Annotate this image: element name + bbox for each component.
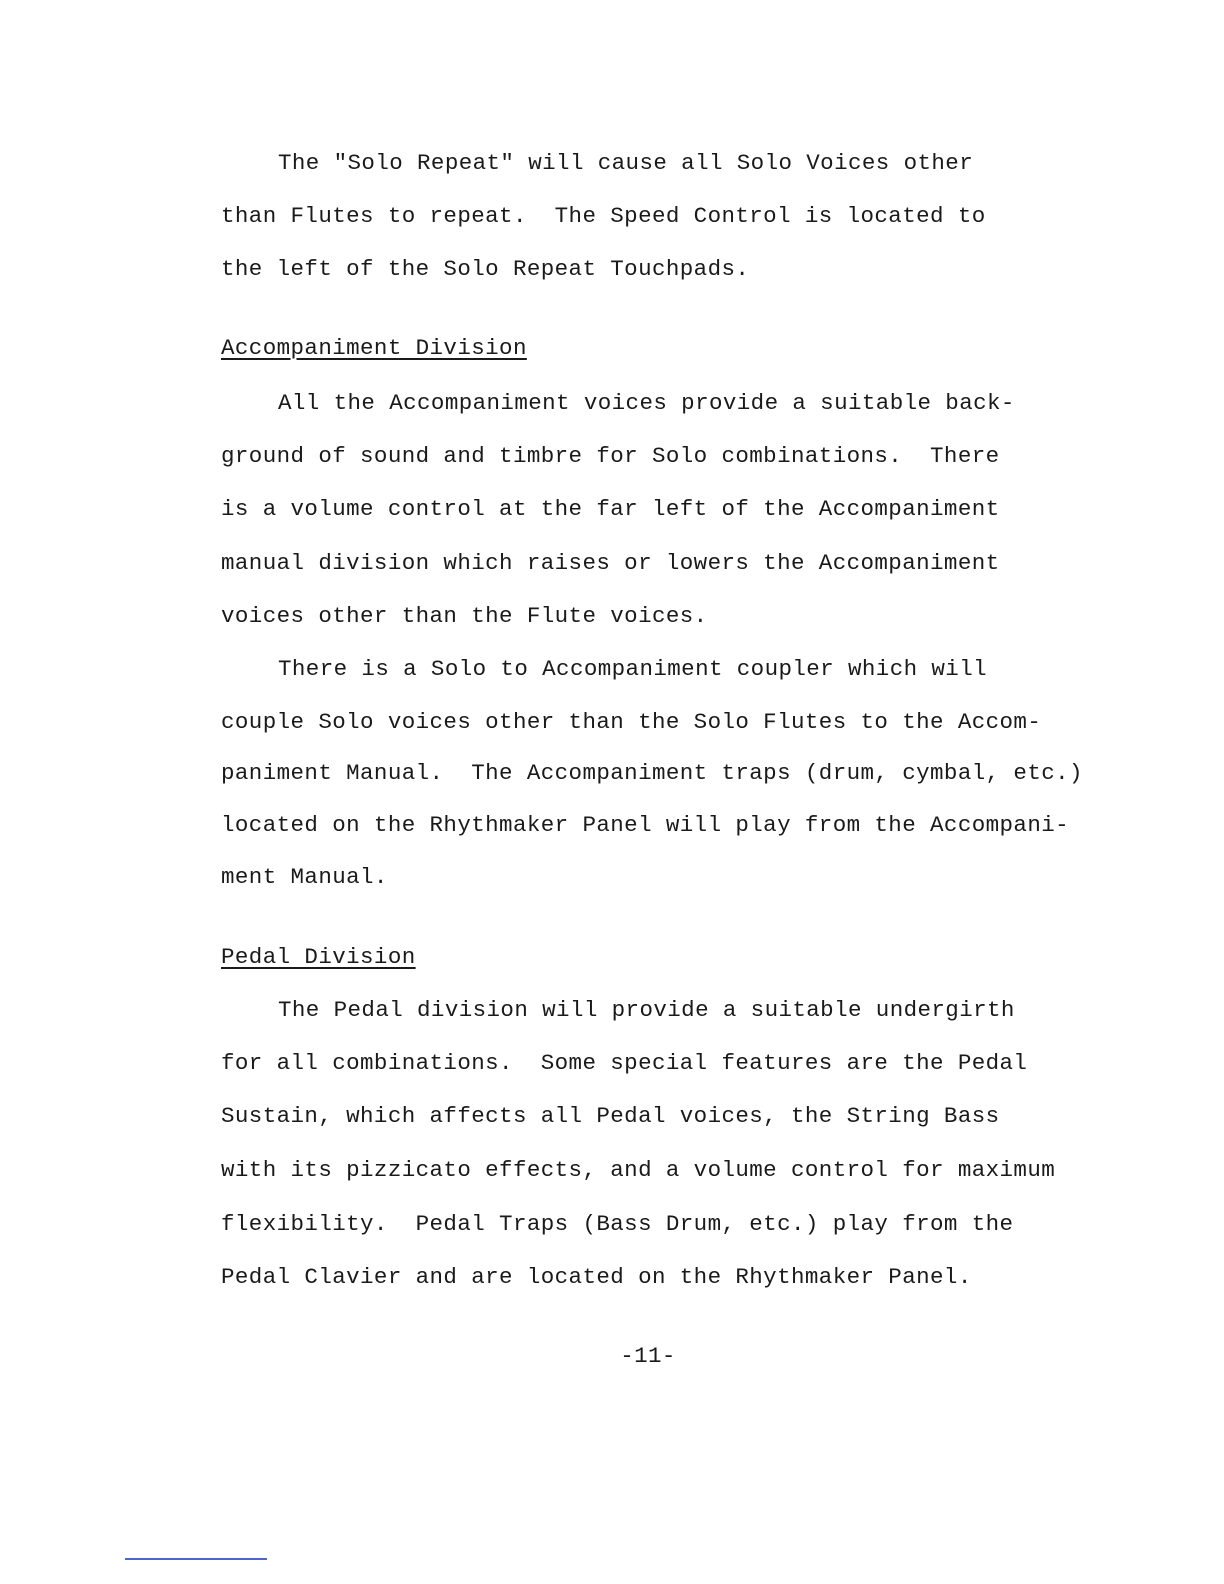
text-line: voices other than the Flute voices. (221, 603, 708, 629)
text-line: is a volume control at the far left of the Accompaniment (221, 496, 1000, 522)
text-line: than Flutes to repeat. The Speed Control is located to (221, 203, 986, 229)
footer-rule (125, 1558, 267, 1560)
text-line: flexibility. Pedal Traps (Bass Drum, etc.) play from the (221, 1211, 1014, 1237)
text-line: with its pizzicato effects, and a volume control for maximum (221, 1157, 1056, 1183)
text-line: ground of sound and timbre for Solo combinations. There (221, 443, 1000, 469)
text-line: Sustain, which affects all Pedal voices, the String Bass (221, 1103, 1000, 1129)
text-line: The Pedal division will provide a suitable undergirth (278, 997, 1015, 1023)
section-heading-pedal: Pedal Division (221, 944, 416, 970)
text-line: located on the Rhythmaker Panel will play from the Accompani- (221, 812, 1070, 838)
text-line: ment Manual. (221, 864, 388, 890)
text-line: manual division which raises or lowers the Accompaniment (221, 550, 1000, 576)
text-line: paniment Manual. The Accompaniment traps (drum, cymbal, etc.) (221, 760, 1083, 786)
text-line: There is a Solo to Accompaniment coupler which will (278, 656, 988, 682)
section-heading-accompaniment: Accompaniment Division (221, 335, 527, 361)
text-line: the left of the Solo Repeat Touchpads. (221, 256, 750, 282)
page-number: -11- (620, 1343, 676, 1369)
text-line: The "Solo Repeat" will cause all Solo Voices other (278, 150, 974, 176)
text-line: couple Solo voices other than the Solo Flutes to the Accom- (221, 709, 1042, 735)
text-line: Pedal Clavier and are located on the Rhythmaker Panel. (221, 1264, 972, 1290)
text-line: All the Accompaniment voices provide a suitable back- (278, 390, 1015, 416)
text-line: for all combinations. Some special features are the Pedal (221, 1050, 1028, 1076)
